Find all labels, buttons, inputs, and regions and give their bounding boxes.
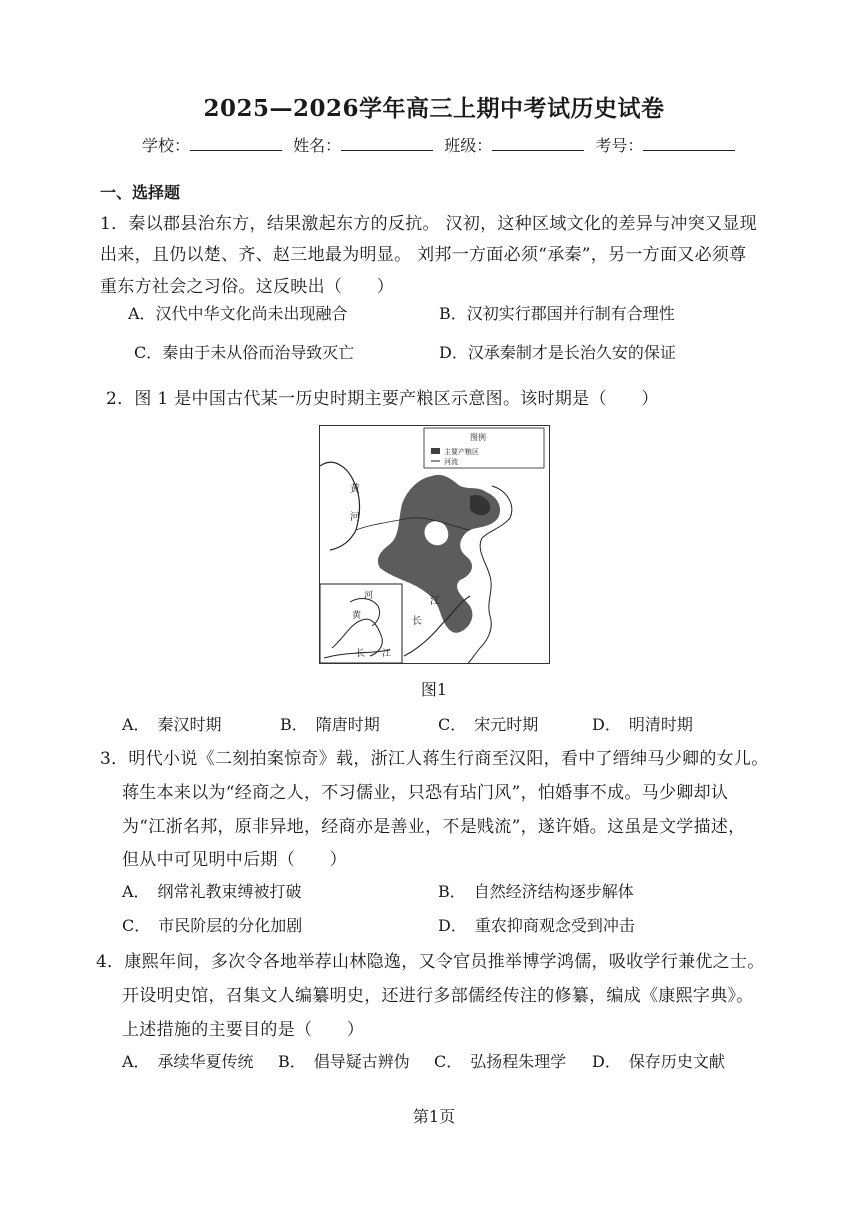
school-blank[interactable] xyxy=(190,136,282,151)
exam-title: 2025—2026学年高三上期中考试历史试卷 xyxy=(203,95,665,122)
q4-option-d[interactable]: D． 保存历史文献 xyxy=(592,1052,725,1071)
q2-stem: 2．图 1 是中国古代某一历史时期主要产粮区示意图。该时期是（ ） xyxy=(106,389,659,409)
q1-option-b[interactable]: B．汉初实行郡国并行制有合理性 xyxy=(439,304,675,323)
q4-option-c[interactable]: C． 弘扬程朱理学 xyxy=(434,1052,567,1071)
q1-option-d[interactable]: D．汉承秦制才是长治久安的保证 xyxy=(439,343,676,362)
map-label-he: 河 xyxy=(350,512,360,523)
grain-region-map xyxy=(319,425,550,664)
q1-option-a[interactable]: A．汉代中华文化尚未出现融合 xyxy=(128,304,348,323)
student-info-row xyxy=(142,133,741,156)
q1-option-c[interactable]: C．秦由于未从俗而治导致灭亡 xyxy=(134,343,355,362)
map-drawing xyxy=(320,426,549,663)
legend-grain-label: 主要产粮区 xyxy=(444,448,479,456)
section-heading: 一、选择题 xyxy=(100,183,181,202)
q3-stem-line4: 但从中可见明中后期（ ） xyxy=(122,850,347,870)
inset-label-huang: 黄 xyxy=(352,611,362,621)
class-label: 班级： xyxy=(444,136,493,155)
legend-title: 图例 xyxy=(470,433,486,442)
id-label: 考号： xyxy=(595,136,644,155)
q3-option-c[interactable]: C． 市民阶层的分化加剧 xyxy=(122,916,303,935)
figure-caption: 图1 xyxy=(420,680,448,699)
inset-label-he: 河 xyxy=(364,591,374,601)
id-blank[interactable] xyxy=(643,136,735,151)
q1-stem-line3: 重东方社会之习俗。这反映出（ ） xyxy=(100,277,395,297)
legend-swatch-grain xyxy=(431,448,440,454)
q3-option-b[interactable]: B． 自然经济结构逐步解体 xyxy=(438,882,634,901)
q3-stem-line3: 为“江浙名邦，原非异地，经商亦是善业，不是贱流”，遂许婚。这虽是文学描述， xyxy=(122,817,746,837)
name-blank[interactable] xyxy=(341,136,433,151)
q4-option-b[interactable]: B． 倡导疑古辨伪 xyxy=(278,1052,410,1071)
q3-option-d[interactable]: D． 重农抑商观念受到冲击 xyxy=(438,916,635,935)
q1-stem-line1: 1．秦以郡县治东方，结果激起东方的反抗。 汉初，这种区域文化的差异与冲突又显现 xyxy=(100,214,757,234)
inset-label-jiang: 江 xyxy=(382,649,392,659)
map-label-jiang: 江 xyxy=(430,596,440,607)
inset-label-chang: 长 xyxy=(356,649,366,659)
map-label-huang: 黄 xyxy=(350,484,360,495)
legend-river-label: 河流 xyxy=(444,458,458,466)
q3-option-a[interactable]: A． 纲常礼教束缚被打破 xyxy=(122,882,302,901)
school-label: 学校： xyxy=(142,136,191,155)
q4-stem-line3: 上述措施的主要目的是（ ） xyxy=(122,1020,365,1040)
q1-stem-line2: 出来，且仍以楚、齐、赵三地最为明显。 刘邦一方面必须“承秦”，另一方面又必须尊 xyxy=(100,245,747,265)
class-blank[interactable] xyxy=(492,136,584,151)
q2-option-a[interactable]: A． 秦汉时期 xyxy=(122,715,222,734)
name-label: 姓名： xyxy=(293,136,342,155)
q3-stem-line2: 蒋生本来以为“经商之人，不习儒业，只恐有玷门风”，怕婚事不成。马少卿却认 xyxy=(122,783,729,803)
q2-option-c[interactable]: C． 宋元时期 xyxy=(438,715,539,734)
q4-option-a[interactable]: A． 承续华夏传统 xyxy=(122,1052,254,1071)
q2-option-d[interactable]: D． 明清时期 xyxy=(592,715,693,734)
q4-stem-line1: 4．康熙年间，多次令各地举荐山林隐逸，又令官员推举博学鸿儒，吸收学行兼优之士。 xyxy=(96,952,765,972)
page-number: 第1页 xyxy=(412,1107,456,1126)
q4-stem-line2: 开设明史馆，召集文人编纂明史，还进行多部儒经传注的修纂，编成《康熙字典》。 xyxy=(122,986,754,1006)
map-label-chang: 长 xyxy=(412,616,422,627)
q2-option-b[interactable]: B． 隋唐时期 xyxy=(280,715,380,734)
q3-stem-line1: 3．明代小说《二刻拍案惊奇》载，浙江人蒋生行商至汉阳，看中了缙绅马少卿的女儿。 xyxy=(100,749,769,769)
